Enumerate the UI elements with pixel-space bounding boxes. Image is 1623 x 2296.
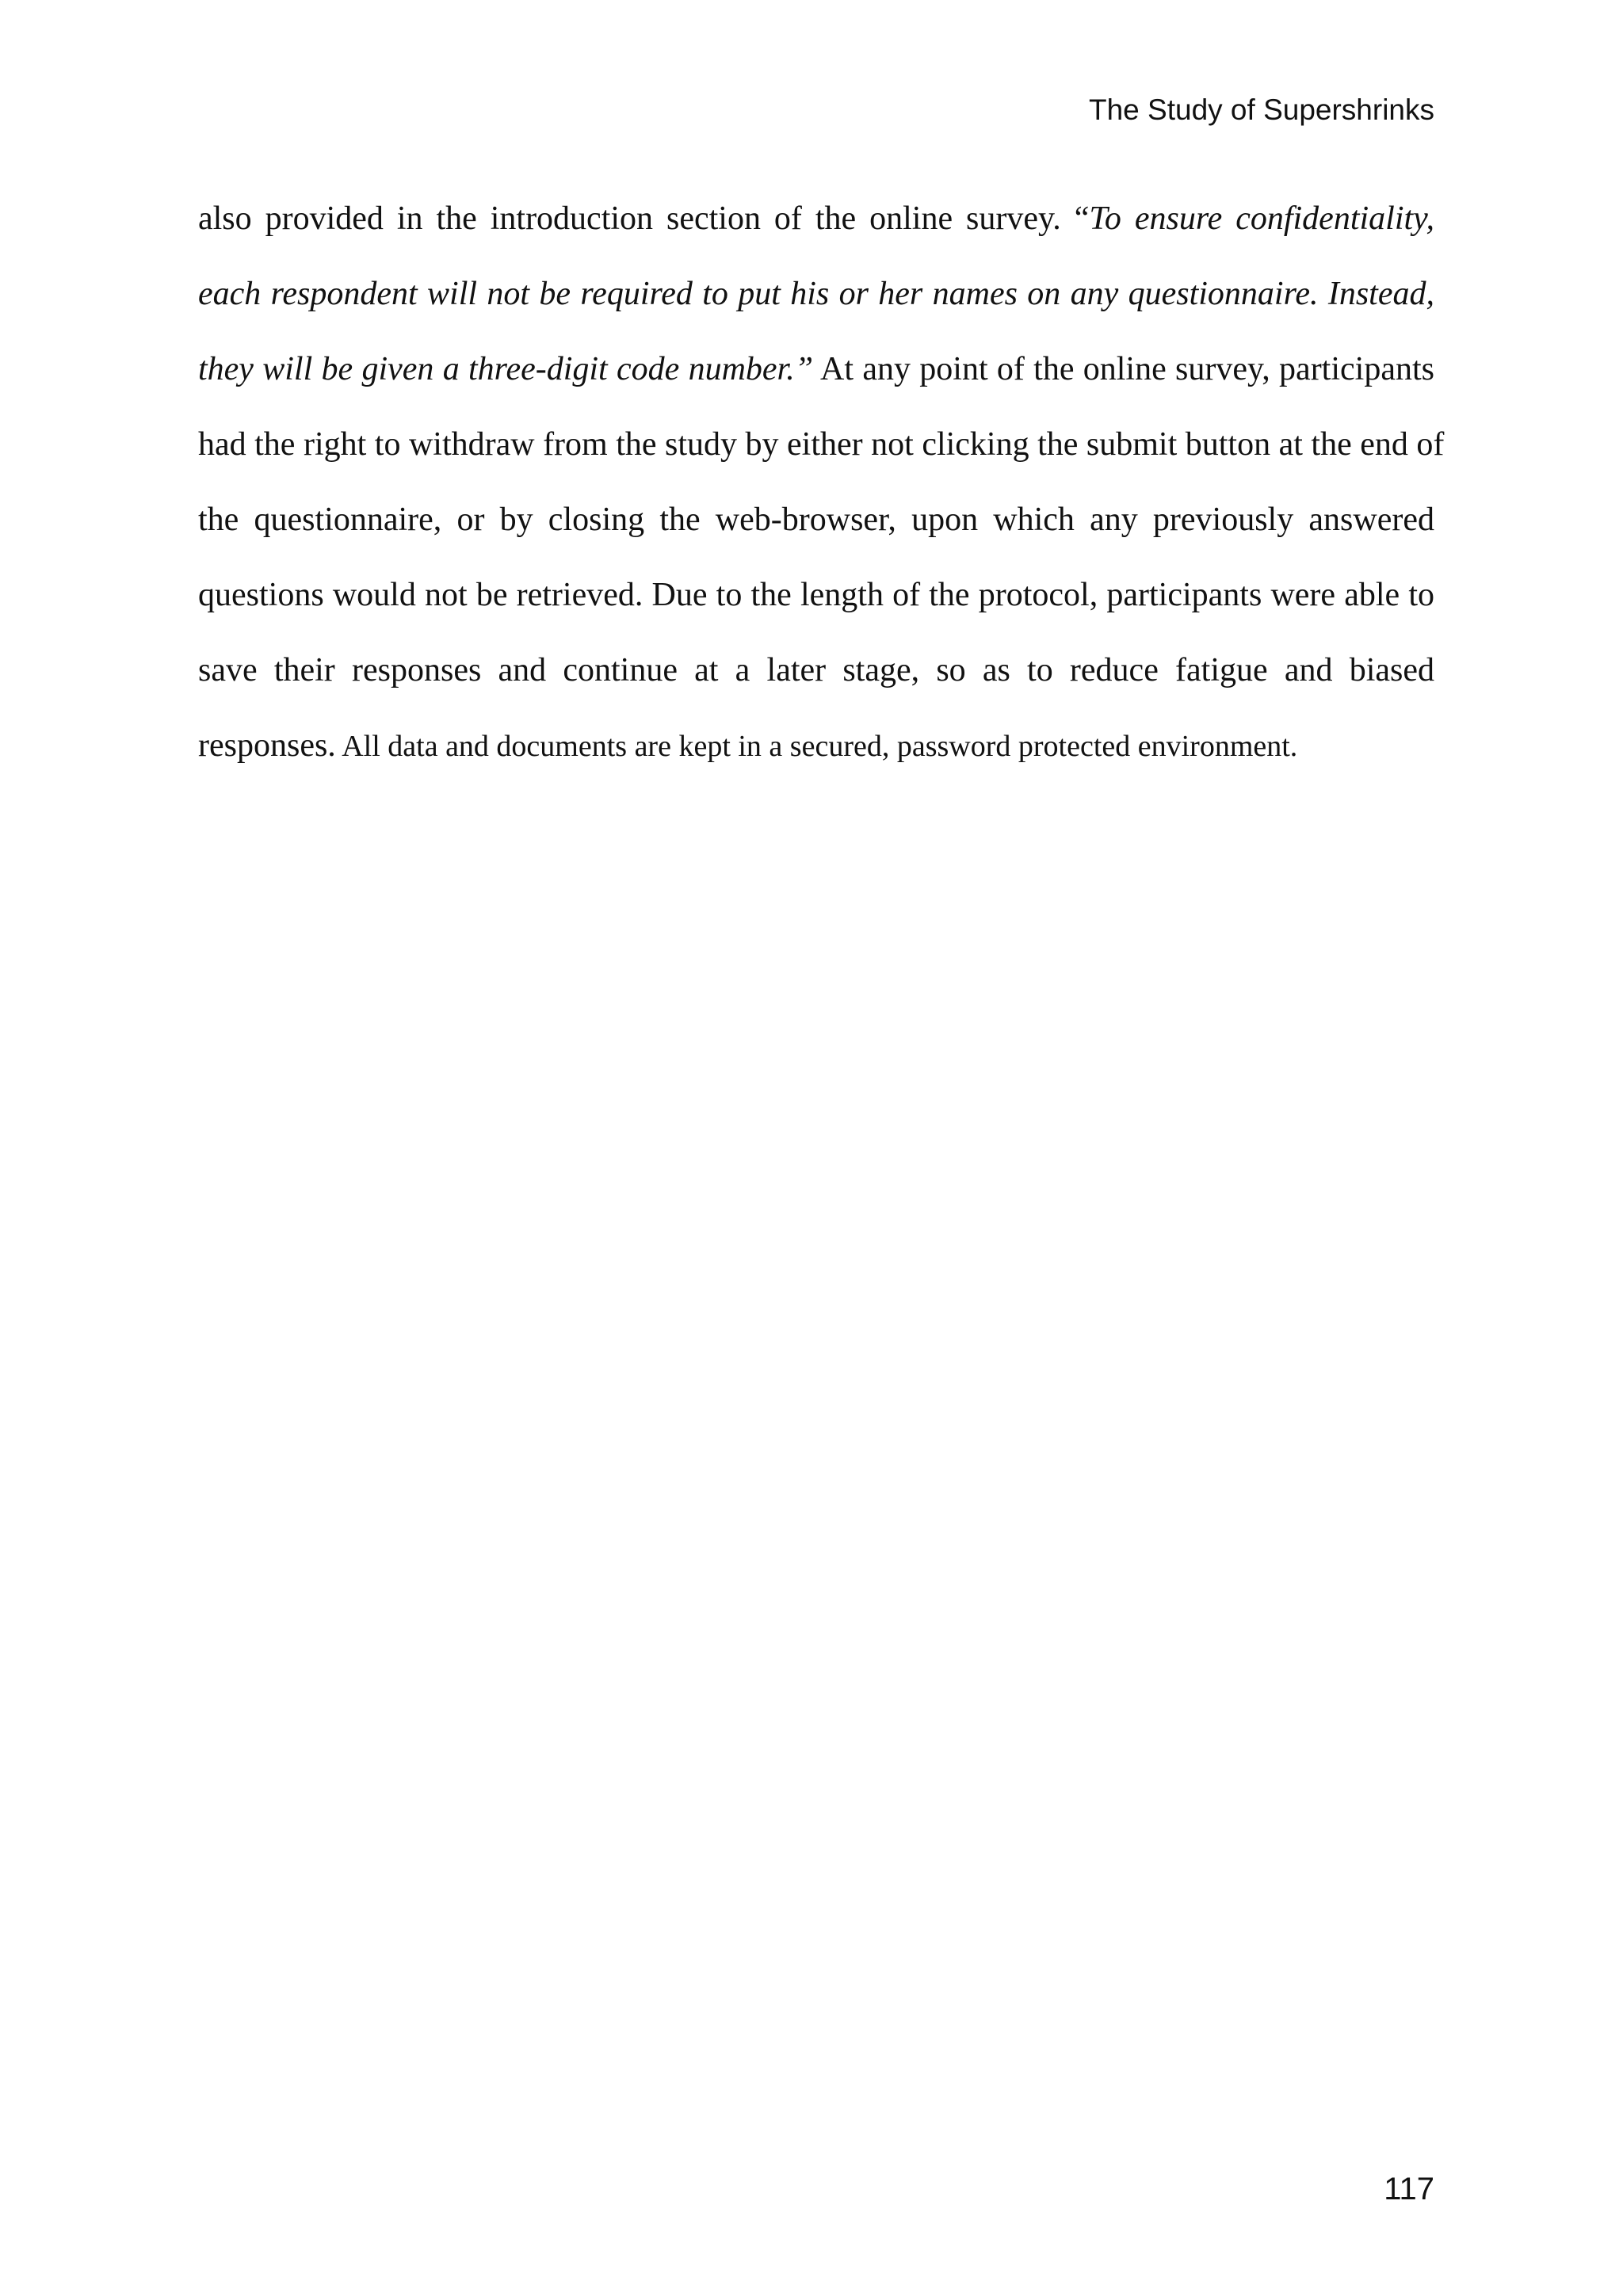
body-text-span: had the right to withdraw from the study by either not clicking the submit button at the end of [198, 426, 1445, 463]
body-line-6 [198, 571, 1434, 619]
body-text-span: also provided in the introduction section of the online survey. “ [198, 200, 1090, 237]
body-text-span: the questionnaire, or by closing the web-browser, upon which any previously answered [198, 502, 1434, 538]
body-line-3 [198, 345, 1434, 393]
body-text-span: save their responses and continue at a later stage, so as to reduce fatigue and biased [198, 652, 1434, 688]
page-number: 117 [1384, 2172, 1434, 2206]
body-line-1 [198, 195, 1434, 242]
body-text-span: responses. [198, 727, 336, 764]
quote-italic: each respondent will not be required to put his or her names on any questionnaire. Instead, [198, 276, 1434, 312]
body-line-5 [198, 496, 1434, 543]
body-text-span: questions would not be retrieved. Due to the length of the protocol, participants were able to [198, 577, 1434, 613]
body-text-span: All data and documents are kept in a secured, password protected environment. [335, 730, 1298, 763]
body-line-7 [198, 646, 1434, 694]
body-line-8 [198, 722, 1434, 769]
quote-italic: they will be given a three-digit code number.” [198, 351, 814, 387]
body-line-4 [198, 421, 1445, 468]
running-header: The Study of Supershrinks [1089, 93, 1434, 126]
quote-italic: To ensure confidentiality, [1089, 200, 1434, 237]
body-line-2 [198, 270, 1434, 318]
body-text-span: At any point of the online survey, participants [813, 351, 1434, 387]
